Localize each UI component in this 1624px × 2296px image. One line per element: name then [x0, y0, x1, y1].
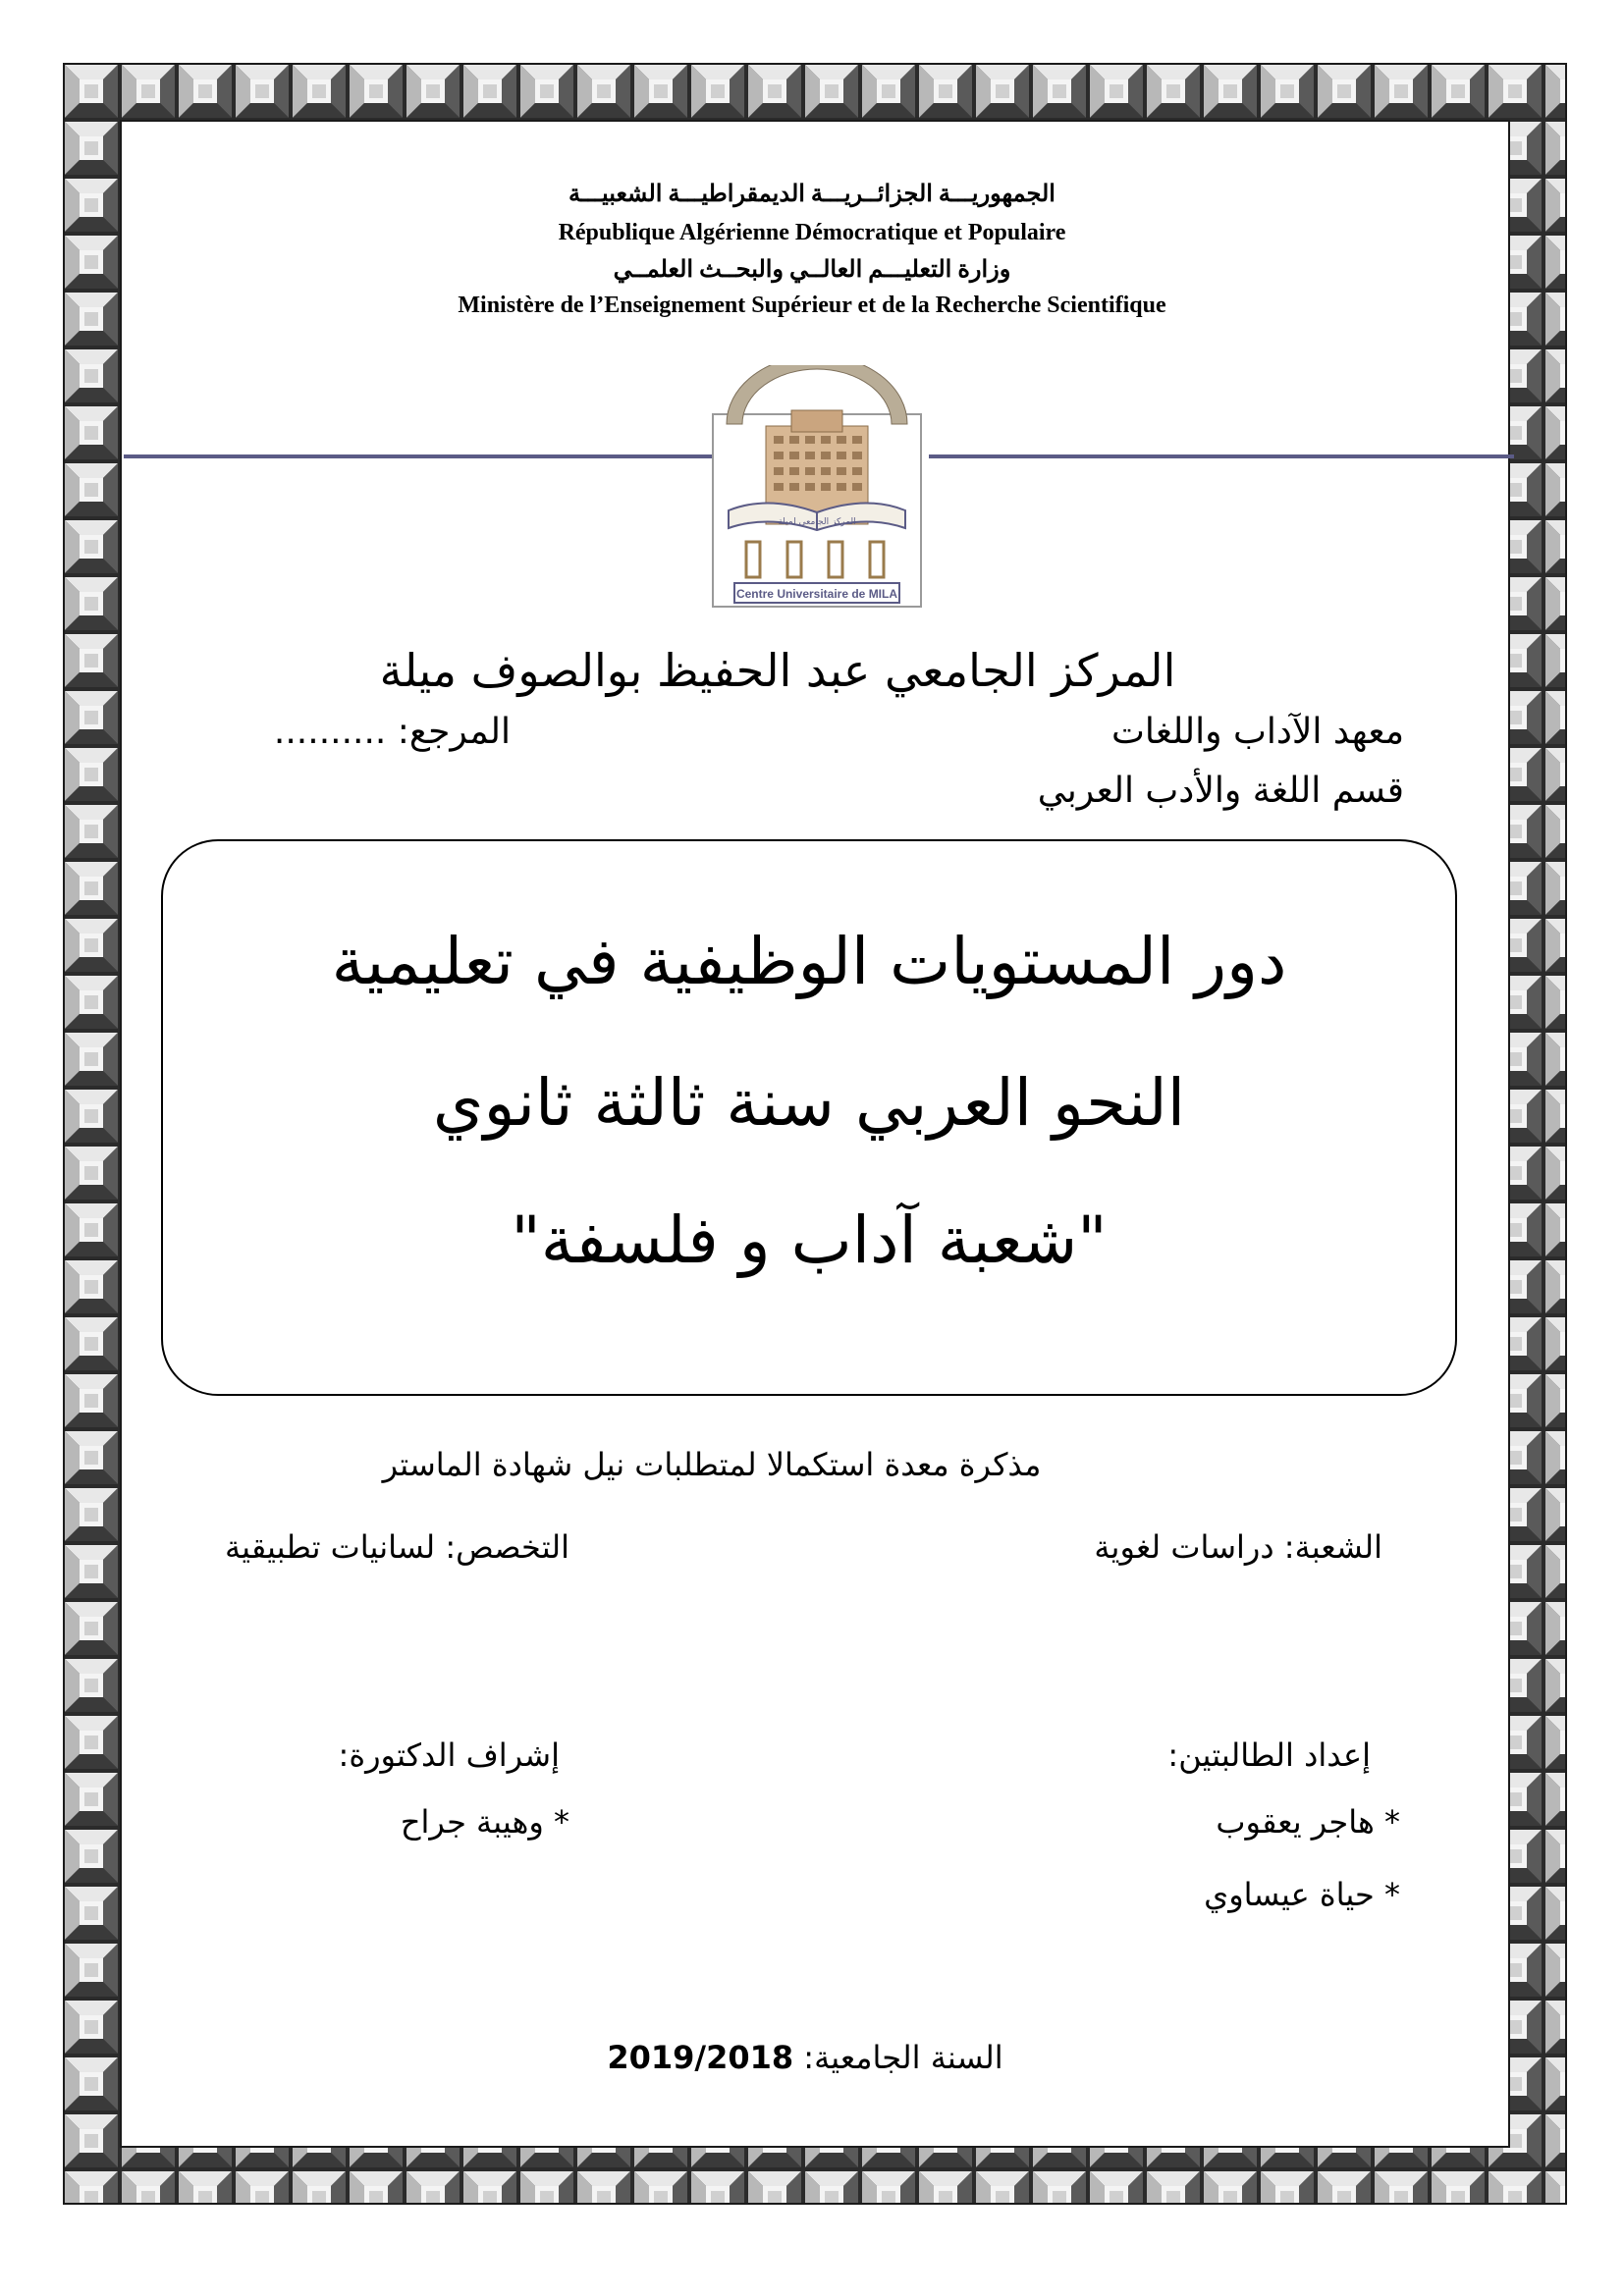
reference-number: المرجع: ..........	[273, 712, 511, 752]
thesis-title-line-3: "شعبة آداب و فلسفة"	[511, 1202, 1108, 1278]
republic-arabic: الجمهوريـــة الجزائــريـــة الديمقراطيـــة الشعبيـــة	[568, 182, 1056, 207]
university-center-name: المركز الجامعي عبد الحفيظ بوالصوف ميلة	[379, 644, 1176, 697]
academic-year-label: السنة الجامعية:	[803, 2039, 1003, 2076]
academic-year	[412, 2038, 1198, 2077]
supervisor-label: إشراف الدكتورة:	[338, 1736, 560, 1774]
thesis-title-line-2: النحو العربي سنة ثالثة ثانوي	[432, 1065, 1186, 1141]
supervisor-name: * وهيبة جراح	[400, 1803, 569, 1841]
logo-book-text: المركز الجامعي لميلة	[778, 517, 856, 527]
prepared-by-label: إعداد الطالبتين:	[1167, 1736, 1371, 1774]
specialty-field: التخصص: لسانيات تطبيقية	[225, 1528, 569, 1566]
ministry-french: Ministère de l’Enseignement Supérieur et de la Recherche Scientifique	[458, 293, 1166, 318]
memo-description: مذكرة معدة استكمالا لمتطلبات نيل شهادة الماستر	[382, 1446, 1042, 1483]
institute-name: معهد الآداب واللغات	[1111, 712, 1404, 752]
ministry-arabic: وزارة التعليـــم العالــي والبحــث العلمــي	[613, 257, 1011, 283]
thesis-title-line-1: دور المستويات الوظيفية في تعليمية	[331, 924, 1287, 999]
branch-field: الشعبة: دراسات لغوية	[1094, 1528, 1382, 1566]
student-name-2: * حياة عيساوي	[1204, 1876, 1400, 1913]
university-logo	[709, 365, 925, 611]
header-divider-left	[124, 454, 717, 458]
republic-french: République Algérienne Démocratique et Populaire	[558, 220, 1066, 245]
department-name: قسم اللغة والأدب العربي	[1037, 771, 1404, 811]
header-divider-right	[929, 454, 1514, 458]
student-name-1: * هاجر يعقوب	[1216, 1803, 1400, 1841]
academic-year-value: 2019/2018	[607, 2039, 794, 2076]
logo-caption: Centre Universitaire de MILA	[735, 587, 898, 601]
